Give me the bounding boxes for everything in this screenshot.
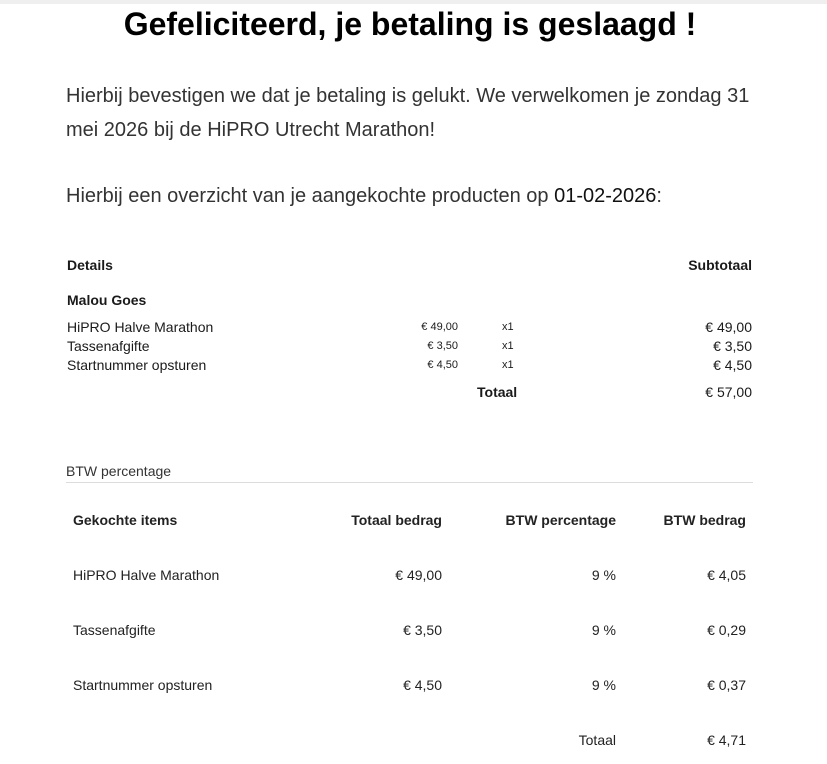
order-item-name: Startnummer opsturen	[67, 357, 207, 373]
vat-row-amount: € 3,50	[403, 622, 442, 638]
overview-prefix: Hierbij een overzicht van je aangekochte producten op	[66, 185, 555, 207]
vat-header-amount: Totaal bedrag	[351, 512, 442, 528]
intro-text: Hierbij bevestigen we dat je betaling is gelukt. We verwelkomen je zondag 31 mei 2026 bij de HiPRO Utrecht Marathon!	[66, 85, 750, 141]
vat-row-item: HiPRO Halve Marathon	[73, 567, 220, 583]
vat-header-percentage: BTW percentage	[505, 512, 616, 528]
vat-row-percentage: 9 %	[591, 622, 616, 638]
order-item-qty: x1	[502, 321, 514, 333]
overview-date: 01-02-2026	[554, 185, 657, 207]
order-item-unit-price: € 49,00	[421, 321, 458, 333]
order-item-unit-price: € 3,50	[427, 340, 458, 352]
order-total-value: € 57,00	[705, 384, 752, 400]
vat-row-item: Startnummer opsturen	[73, 677, 213, 693]
order-item-qty: x1	[502, 340, 514, 352]
vat-header-items: Gekochte items	[73, 512, 178, 528]
order-item-subtotal: € 3,50	[713, 338, 752, 354]
customer-name: Malou Goes	[67, 292, 147, 308]
order-item-name: Tassenafgifte	[67, 338, 150, 354]
order-item-qty: x1	[502, 359, 514, 371]
overview-suffix: :	[656, 185, 662, 207]
vat-row-item: Tassenafgifte	[73, 622, 156, 638]
vat-row-percentage: 9 %	[591, 567, 616, 583]
overview-text	[66, 180, 766, 212]
vat-row-amount: € 49,00	[395, 567, 442, 583]
divider	[66, 482, 753, 483]
order-item-unit-price: € 4,50	[427, 359, 458, 371]
vat-row-vat-amount: € 0,29	[707, 622, 746, 638]
vat-row-vat-amount: € 4,05	[707, 567, 746, 583]
vat-total-label: Totaal	[578, 732, 616, 748]
order-total-label: Totaal	[477, 384, 518, 400]
vat-row-vat-amount: € 0,37	[707, 677, 746, 693]
page-title: Gefeliciteerd, je betaling is geslaagd !	[123, 6, 697, 42]
vat-total-value: € 4,71	[707, 732, 746, 748]
vat-header-vat-amount: BTW bedrag	[663, 512, 746, 528]
vat-section-title: BTW percentage	[66, 463, 172, 479]
order-item-name: HiPRO Halve Marathon	[67, 319, 214, 335]
order-item-subtotal: € 4,50	[713, 357, 752, 373]
subtotal-header: Subtotaal	[688, 257, 752, 273]
order-item-subtotal: € 49,00	[705, 319, 752, 335]
details-header: Details	[67, 257, 113, 273]
vat-row-percentage: 9 %	[591, 677, 616, 693]
vat-row-amount: € 4,50	[403, 677, 442, 693]
